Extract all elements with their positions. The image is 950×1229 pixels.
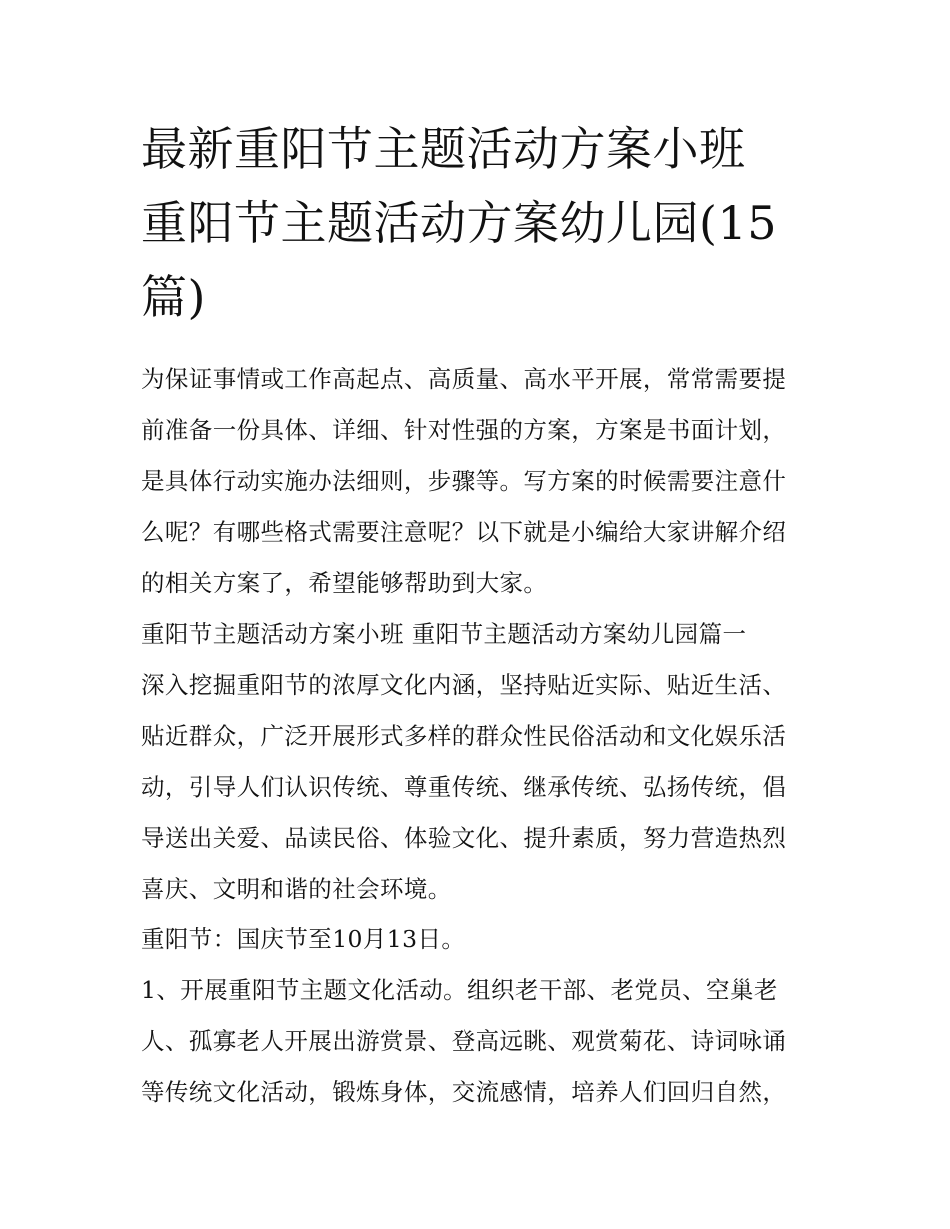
document-title [141,112,821,334]
section-heading-1: 重阳节主题活动方案小班 重阳节主题活动方案幼儿园篇一 [141,620,747,648]
title-line-2: 重阳节主题活动方案幼儿园(15 [141,196,777,250]
paragraph-date: 重阳节：国庆节至10月13日。 [141,925,466,953]
title-line-1: 最新重阳节主题活动方案小班 [141,122,746,176]
paragraph-intro-line-2: 前准备一份具体、详细、针对性强的方案，方案是书面计划， [141,416,787,444]
paragraph-purpose-line-5: 喜庆、文明和谐的社会环境。 [141,875,452,903]
paragraph-purpose-line-2: 贴近群众，广泛开展形式多样的群众性民俗活动和文化娱乐活 [141,722,787,750]
paragraph-purpose-line-1: 深入挖掘重阳节的浓厚文化内涵，坚持贴近实际、贴近生活、 [141,671,787,699]
paragraph-item-1-line-2: 人、孤寡老人开展出游赏景、登高远眺、观赏菊花、诗词咏诵 [141,1027,787,1055]
paragraph-intro-line-3: 是具体行动实施办法细则，步骤等。写方案的时候需要注意什 [141,467,787,495]
paragraph-intro-line-1: 为保证事情或工作高起点、高质量、高水平开展，常常需要提 [141,365,787,393]
paragraph-purpose-line-4: 导送出关爱、品读民俗、体验文化、提升素质，努力营造热烈 [141,824,787,852]
paragraph-purpose-line-3: 动，引导人们认识传统、尊重传统、继承传统、弘扬传统，倡 [141,773,787,801]
paragraph-item-1-line-3: 等传统文化活动，锻炼身体，交流感情，培养人们回归自然， [141,1078,787,1106]
paragraph-item-1-line-1: 1、开展重阳节主题文化活动。组织老干部、老党员、空巢老 [141,976,778,1004]
title-line-3: 篇) [141,270,206,324]
paragraph-intro-line-4: 么呢？有哪些格式需要注意呢？以下就是小编给大家讲解介绍 [141,518,787,546]
paragraph-intro-line-5: 的相关方案了，希望能够帮助到大家。 [141,569,548,597]
